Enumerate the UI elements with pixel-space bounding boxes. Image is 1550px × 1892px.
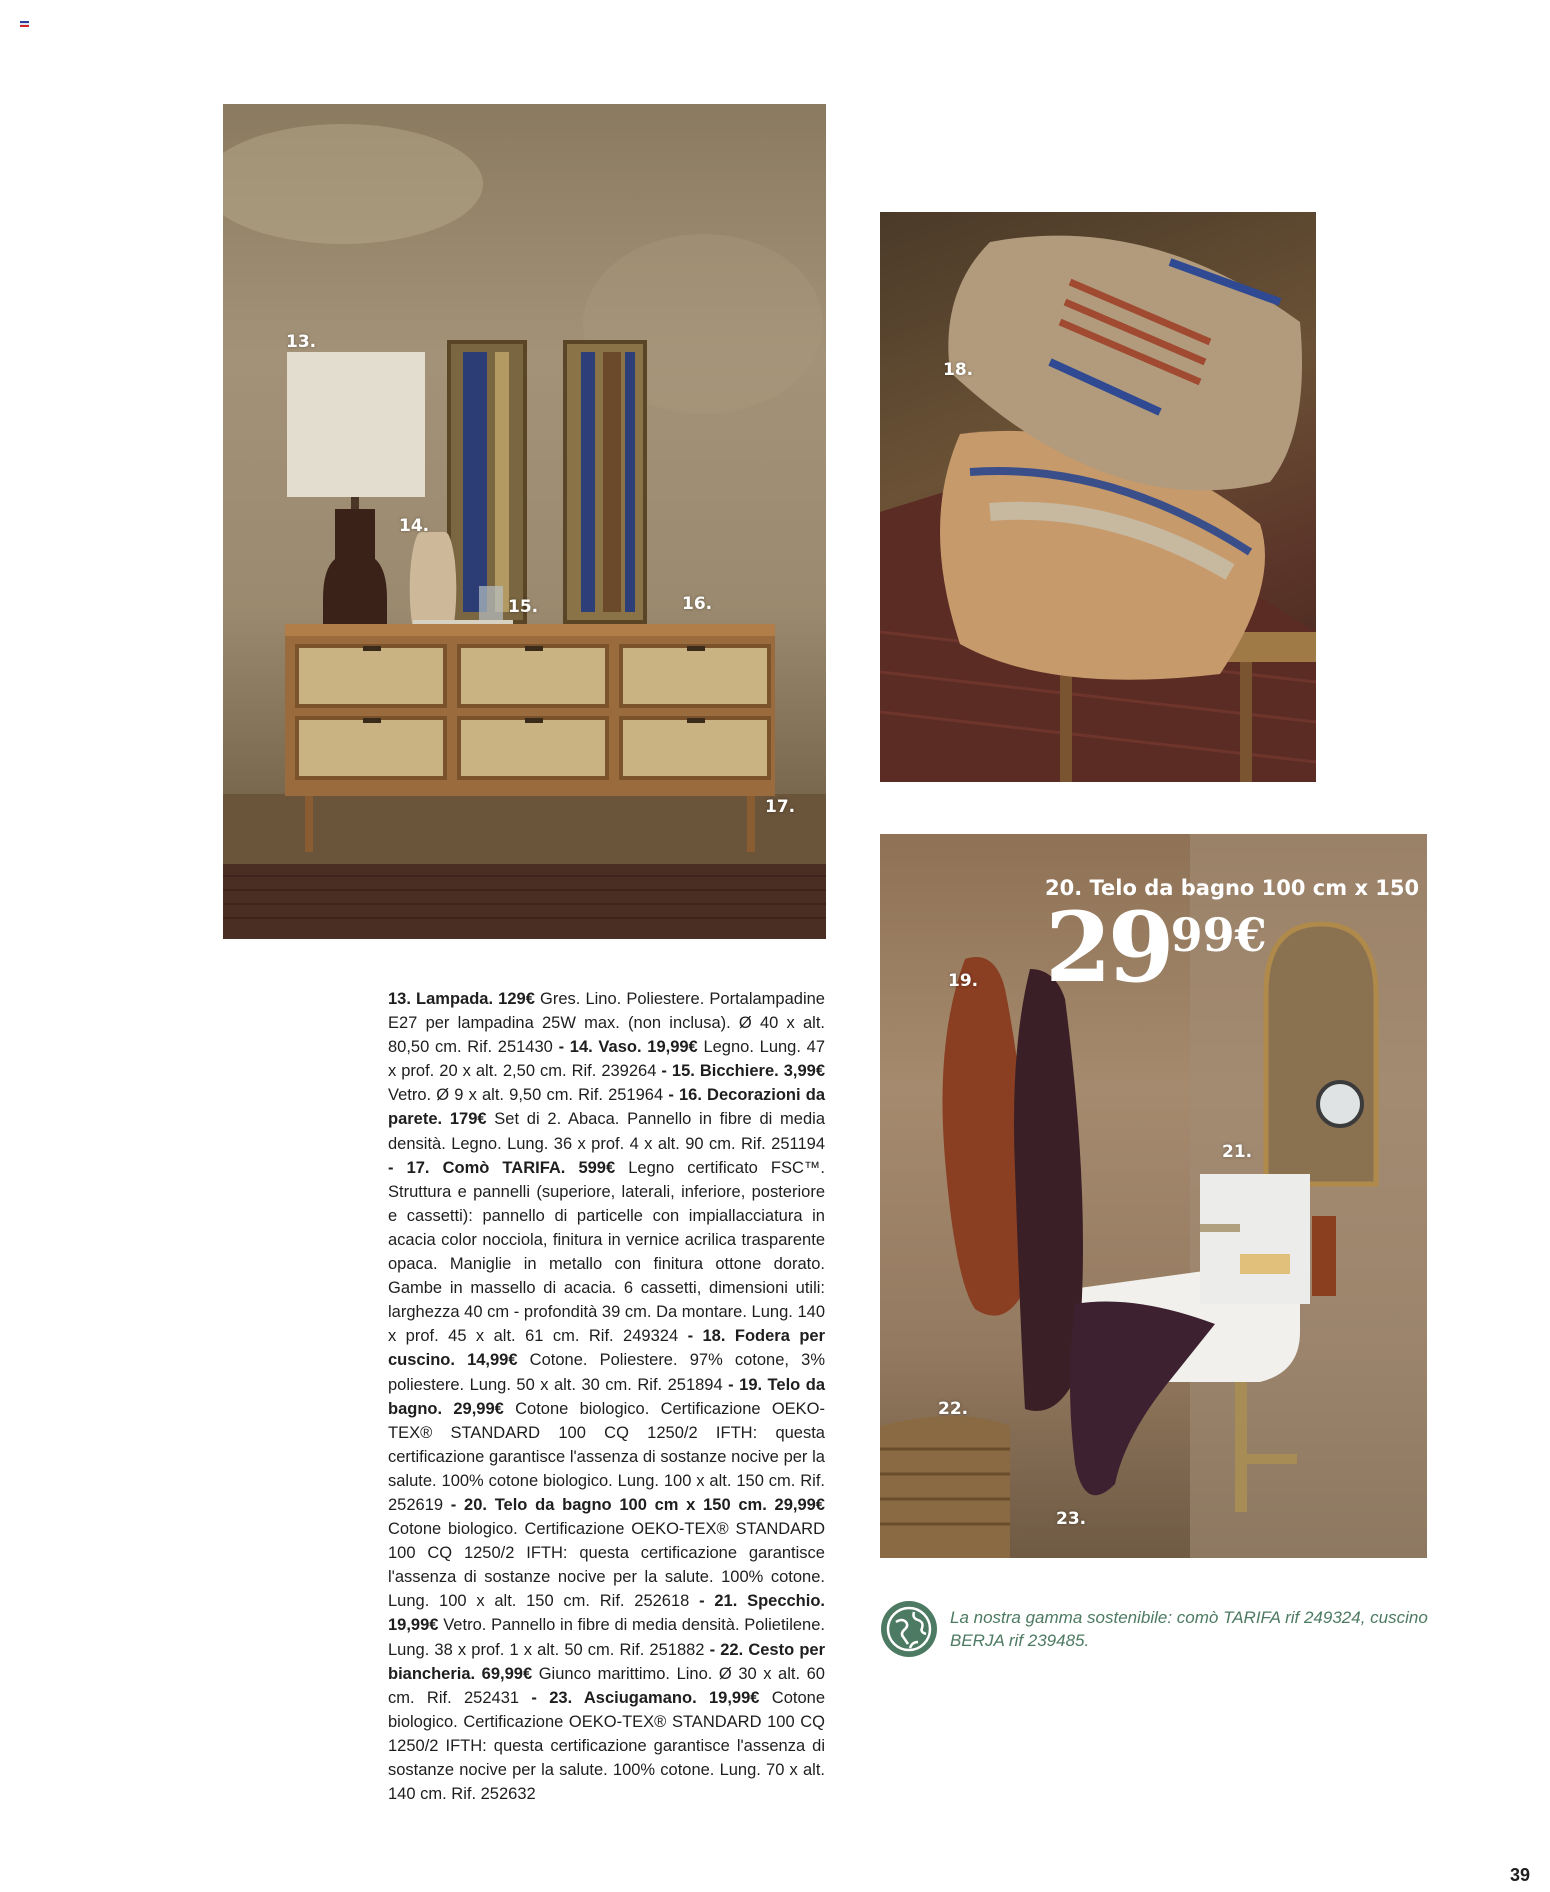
description-item-title: - 22. Cesto per biancheria. 69,99€ (388, 1640, 825, 1683)
promo-price-decimal: 99€ (1170, 908, 1267, 962)
item-label-17: 17. (765, 797, 796, 817)
item-label-18: 18. (943, 360, 974, 380)
description-item-title: - 23. Asciugamano. 19,99€ (531, 1688, 760, 1707)
description-item-title: - 17. Comò TARIFA. 599€ (388, 1158, 616, 1177)
promo-price (1045, 891, 1267, 1004)
description-item-text: Giunco marittimo. Lino. Ø 30 x alt. 60 cm. Rif. 252431 (388, 1664, 825, 1707)
item-label-14: 14. (399, 516, 430, 536)
globe-leaf-icon (880, 1600, 938, 1658)
description-item-title: - 18. Fodera per cuscino. 14,99€ (388, 1327, 825, 1370)
description-item-text: Gres. Lino. Poliestere. Portalampadine E27 per lampadina 25W max. (non inclusa). Ø 40 x alt. 80,50 cm. Rif. 251430 (388, 990, 825, 1057)
description-item-text: Legno. Lung. 47 x prof. 20 x alt. 2,50 cm. Rif. 239264 (388, 1038, 826, 1081)
description-item-title: - 20. Telo da bagno 100 cm x 150 cm. 29,99€ (450, 1495, 825, 1514)
photo-cushions-scene (880, 212, 1316, 782)
description-item-text: Legno certificato FSC™. Struttura e pannelli (superiore, laterali, inferiore, posteriore e cassetti): pannello di particelle con impiallacciatura in acacia color nocciola, finitura in vernice acrilica trasparente opaca. Maniglie in metallo con finitura ottone dorato. Gambe in massello di acacia. 6 cassetti, dimensioni utili: larghezza 40 cm - profondità 39 cm. Da montare. Lung. 140 x prof. 45 x alt. 61 cm. Rif. 249324 (388, 1158, 825, 1346)
item-label-15: 15. (508, 597, 539, 617)
cushions-illustration (880, 212, 1316, 782)
description-item-title: - 15. Bicchiere. 3,99€ (661, 1062, 825, 1081)
product-description (388, 987, 825, 1806)
description-item-text: Cotone biologico. Certificazione OEKO-TEX® STANDARD 100 CQ 1250/2 IFTH: questa certificazione garantisce l'assenza di sostanze nocive per la salute. 100% cotone. Lung. 70 x alt. 140 cm. Rif. 252632 (388, 1688, 825, 1804)
item-label-13: 13. (286, 332, 317, 352)
promo-title: 20. Telo da bagno 100 cm x 150 cm (1045, 876, 1461, 900)
page-number: 39 (1510, 1865, 1531, 1885)
language-flag-icon[interactable] (20, 21, 29, 27)
item-label-19: 19. (948, 971, 979, 991)
description-item-text: Set di 2. Abaca. Pannello in fibre di media densità. Legno. Lung. 36 x prof. 4 x alt. 90 cm. Rif. 251194 (388, 1110, 825, 1153)
dresser-illustration (223, 104, 826, 939)
description-item-title: - 19. Telo da bagno. 29,99€ (388, 1375, 825, 1418)
description-item-title: - 21. Specchio. 19,99€ (388, 1592, 826, 1635)
description-item-title: - 14. Vaso. 19,99€ (558, 1038, 698, 1057)
item-label-22: 22. (938, 1399, 969, 1419)
item-label-23: 23. (1056, 1509, 1087, 1529)
description-item-text: Cotone biologico. Certificazione OEKO-TEX® STANDARD 100 CQ 1250/2 IFTH: questa certificazione garantisce l'assenza di sostanze nocive per la salute. 100% cotone. Lung. 100 x alt. 150 cm. Rif. 252618 (388, 1520, 825, 1611)
eco-note-text: La nostra gamma sostenibile: comò TARIFA rif 249324, cuscino BERJA rif 239485. (950, 1608, 1428, 1650)
description-item-text: Cotone. Poliestere. 97% cotone, 3% poliestere. Lung. 50 x alt. 30 cm. Rif. 251894 (388, 1351, 825, 1394)
description-item-text: Vetro. Pannello in fibre di media densità. Polietilene. Lung. 38 x prof. 1 x alt. 50 cm. Rif. 251882 (388, 1616, 825, 1659)
description-item-text: Cotone biologico. Certificazione OEKO-TEX® STANDARD 100 CQ 1250/2 IFTH: questa certificazione garantisce l'assenza di sostanze nocive per la salute. 100% cotone biologico. Lung. 100 x alt. 150 cm. Rif. 252619 (388, 1399, 825, 1514)
description-item-title: 13. Lampada. 129€ (388, 990, 535, 1008)
description-item-text: Vetro. Ø 9 x alt. 9,50 cm. Rif. 251964 (388, 1086, 669, 1105)
promo-price-integer: 29 (1045, 891, 1171, 1004)
eco-note (880, 1600, 1440, 1660)
item-label-16: 16. (682, 594, 713, 614)
description-item-title: - 16. Decorazioni da parete. 179€ (388, 1086, 825, 1129)
item-label-21: 21. (1222, 1142, 1253, 1162)
photo-dresser-scene (223, 104, 826, 939)
